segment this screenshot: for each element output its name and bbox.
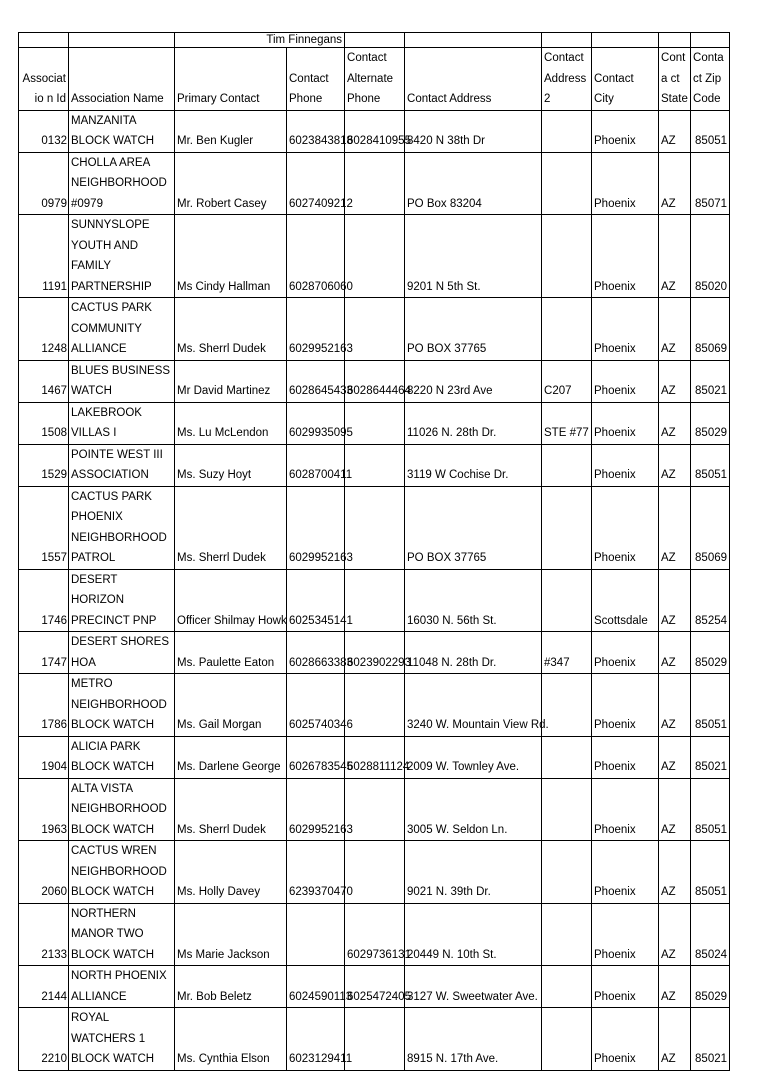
phone-cell: 6029952163: [287, 778, 345, 841]
city-cell: Phoenix: [592, 632, 659, 674]
phone-cell: 6028663383: [287, 632, 345, 674]
zip-cell: 85069: [691, 486, 730, 569]
zip-cell: 85029: [691, 632, 730, 674]
name-cell: DESERT SHORES HOA: [69, 632, 175, 674]
state-cell: AZ: [659, 736, 691, 778]
name-cell: ROYAL WATCHERS 1 BLOCK WATCH: [69, 1008, 175, 1071]
table-row: [19, 360, 730, 402]
address2-cell: [542, 569, 592, 632]
address2-cell: [542, 674, 592, 737]
city-cell: Phoenix: [592, 674, 659, 737]
zip-cell: 85021: [691, 1008, 730, 1071]
address2-cell: [542, 110, 592, 152]
phone-cell: 6239370470: [287, 841, 345, 904]
table-row: [19, 1008, 730, 1071]
address-cell: 11026 N. 28th Dr.: [405, 402, 542, 444]
phone-cell: 6029952163: [287, 486, 345, 569]
id-cell: 1747: [19, 632, 69, 674]
address2-cell: [542, 444, 592, 486]
state-cell: AZ: [659, 360, 691, 402]
table-row: [19, 402, 730, 444]
table-row: [19, 674, 730, 737]
state-cell: AZ: [659, 110, 691, 152]
contact-cell: Ms. Holly Davey: [175, 841, 287, 904]
table-row: [19, 778, 730, 841]
alt-phone-cell: 6028410955: [345, 110, 405, 152]
state-cell: AZ: [659, 298, 691, 361]
state-cell: AZ: [659, 486, 691, 569]
name-cell: MANZANITA BLOCK WATCH: [69, 110, 175, 152]
alt-phone-cell: [345, 569, 405, 632]
table-row: [19, 736, 730, 778]
alt-phone-cell: 6025472405: [345, 966, 405, 1008]
alt-phone-cell: [345, 402, 405, 444]
contact-cell: Ms. Sherrl Dudek: [175, 298, 287, 361]
city-cell: Phoenix: [592, 841, 659, 904]
alt-phone-cell: [345, 778, 405, 841]
header-contact-state: Conta ct State: [659, 48, 691, 111]
address2-cell: C207: [542, 360, 592, 402]
city-cell: Phoenix: [592, 110, 659, 152]
address-cell: PO Box 83204: [405, 152, 542, 215]
title-row: [19, 33, 730, 48]
city-cell: Phoenix: [592, 402, 659, 444]
phone-cell: 6028645433: [287, 360, 345, 402]
city-cell: Phoenix: [592, 778, 659, 841]
contact-cell: Ms. Paulette Eaton: [175, 632, 287, 674]
header-row: [19, 48, 730, 111]
address-cell: 3005 W. Seldon Ln.: [405, 778, 542, 841]
state-cell: AZ: [659, 632, 691, 674]
city-cell: Phoenix: [592, 486, 659, 569]
address2-cell: [542, 215, 592, 298]
address2-cell: [542, 152, 592, 215]
phone-cell: 6023843818: [287, 110, 345, 152]
id-cell: 2210: [19, 1008, 69, 1071]
address-cell: 3119 W Cochise Dr.: [405, 444, 542, 486]
name-cell: LAKEBROOK VILLAS I: [69, 402, 175, 444]
id-cell: 1191: [19, 215, 69, 298]
table-row: [19, 966, 730, 1008]
zip-cell: 85051: [691, 674, 730, 737]
table-row: [19, 903, 730, 966]
address-cell: 16030 N. 56th St.: [405, 569, 542, 632]
id-cell: 2060: [19, 841, 69, 904]
address-cell: 9021 N. 39th Dr.: [405, 841, 542, 904]
table-row: [19, 298, 730, 361]
id-cell: 1248: [19, 298, 69, 361]
name-cell: POINTE WEST III ASSOCIATION: [69, 444, 175, 486]
alt-phone-cell: [345, 486, 405, 569]
state-cell: AZ: [659, 1008, 691, 1071]
zip-cell: 85051: [691, 110, 730, 152]
table-row: [19, 444, 730, 486]
alt-phone-cell: 6028644464: [345, 360, 405, 402]
header-contact-address: Contact Address: [405, 48, 542, 111]
phone-cell: 6023129411: [287, 1008, 345, 1071]
city-cell: Phoenix: [592, 360, 659, 402]
address2-cell: STE #77: [542, 402, 592, 444]
id-cell: 1746: [19, 569, 69, 632]
zip-cell: 85071: [691, 152, 730, 215]
header-contact-city: Contact City: [592, 48, 659, 111]
name-cell: NORTHERN MANOR TWO BLOCK WATCH: [69, 903, 175, 966]
city-cell: Phoenix: [592, 966, 659, 1008]
contact-cell: Ms. Lu McLendon: [175, 402, 287, 444]
contact-cell: Ms. Darlene George: [175, 736, 287, 778]
phone-cell: 6029952163: [287, 298, 345, 361]
address-cell: 20449 N. 10th St.: [405, 903, 542, 966]
contact-cell: Mr. Ben Kugler: [175, 110, 287, 152]
city-cell: Phoenix: [592, 1008, 659, 1071]
state-cell: AZ: [659, 674, 691, 737]
id-cell: 1467: [19, 360, 69, 402]
state-cell: AZ: [659, 152, 691, 215]
header-contact-phone: Contact Phone: [287, 48, 345, 111]
header-association-id: Associatio n Id: [19, 48, 69, 111]
name-cell: CACTUS PARK PHOENIX NEIGHBORHOOD PATROL: [69, 486, 175, 569]
name-cell: DESERT HORIZON PRECINCT PNP: [69, 569, 175, 632]
city-cell: Phoenix: [592, 736, 659, 778]
alt-phone-cell: [345, 152, 405, 215]
address2-cell: [542, 841, 592, 904]
zip-cell: 85021: [691, 736, 730, 778]
id-cell: 0132: [19, 110, 69, 152]
address-cell: 11048 N. 28th Dr.: [405, 632, 542, 674]
name-cell: NORTH PHOENIX ALLIANCE: [69, 966, 175, 1008]
state-cell: AZ: [659, 402, 691, 444]
city-cell: Phoenix: [592, 215, 659, 298]
zip-cell: 85024: [691, 903, 730, 966]
id-cell: 1529: [19, 444, 69, 486]
zip-cell: 85051: [691, 841, 730, 904]
contact-cell: Officer Shilmay Howk: [175, 569, 287, 632]
city-cell: Phoenix: [592, 444, 659, 486]
address2-cell: [542, 486, 592, 569]
alt-phone-cell: [345, 444, 405, 486]
phone-cell: 6027409212: [287, 152, 345, 215]
state-cell: AZ: [659, 841, 691, 904]
table-row: [19, 486, 730, 569]
contact-cell: Ms Cindy Hallman: [175, 215, 287, 298]
city-cell: Phoenix: [592, 298, 659, 361]
address2-cell: [542, 903, 592, 966]
alt-phone-cell: 6029736131: [345, 903, 405, 966]
phone-cell: 6026783545: [287, 736, 345, 778]
state-cell: AZ: [659, 903, 691, 966]
contact-cell: Ms. Gail Morgan: [175, 674, 287, 737]
zip-cell: 85029: [691, 966, 730, 1008]
table-row: [19, 632, 730, 674]
contact-cell: Mr. Robert Casey: [175, 152, 287, 215]
city-cell: Phoenix: [592, 152, 659, 215]
name-cell: CACTUS WREN NEIGHBORHOOD BLOCK WATCH: [69, 841, 175, 904]
name-cell: CACTUS PARK COMMUNITY ALLIANCE: [69, 298, 175, 361]
contact-cell: Mr David Martinez: [175, 360, 287, 402]
address2-cell: [542, 1008, 592, 1071]
name-cell: BLUES BUSINESS WATCH: [69, 360, 175, 402]
address2-cell: [542, 298, 592, 361]
address2-cell: [542, 736, 592, 778]
table-row: [19, 841, 730, 904]
alt-phone-cell: 6028811124: [345, 736, 405, 778]
city-cell: Phoenix: [592, 903, 659, 966]
alt-phone-cell: [345, 215, 405, 298]
table-row: [19, 110, 730, 152]
zip-cell: 85029: [691, 402, 730, 444]
name-cell: METRO NEIGHBORHOOD BLOCK WATCH: [69, 674, 175, 737]
name-cell: SUNNYSLOPE YOUTH AND FAMILY PARTNERSHIP: [69, 215, 175, 298]
phone-cell: 6029935095: [287, 402, 345, 444]
address-cell: 8915 N. 17th Ave.: [405, 1008, 542, 1071]
alt-phone-cell: [345, 1008, 405, 1071]
address-cell: 9201 N 5th St.: [405, 215, 542, 298]
state-cell: AZ: [659, 569, 691, 632]
alt-phone-cell: [345, 674, 405, 737]
id-cell: 1508: [19, 402, 69, 444]
zip-cell: 85254: [691, 569, 730, 632]
contact-cell: Ms. Sherrl Dudek: [175, 486, 287, 569]
contact-cell: Ms. Suzy Hoyt: [175, 444, 287, 486]
state-cell: AZ: [659, 215, 691, 298]
phone-cell: 6028700411: [287, 444, 345, 486]
address-cell: 3127 W. Sweetwater Ave.: [405, 966, 542, 1008]
header-contact-address-2: Contact Address 2: [542, 48, 592, 111]
phone-cell: 6025345141: [287, 569, 345, 632]
state-cell: AZ: [659, 966, 691, 1008]
name-cell: ALTA VISTA NEIGHBORHOOD BLOCK WATCH: [69, 778, 175, 841]
contact-cell: Ms Marie Jackson: [175, 903, 287, 966]
association-contact-table: [18, 32, 730, 1071]
zip-cell: 85021: [691, 360, 730, 402]
phone-cell: 6024590113: [287, 966, 345, 1008]
address-cell: 2009 W. Townley Ave.: [405, 736, 542, 778]
zip-cell: 85051: [691, 444, 730, 486]
table-row: [19, 152, 730, 215]
name-cell: CHOLLA AREA NEIGHBORHOOD #0979: [69, 152, 175, 215]
id-cell: 2133: [19, 903, 69, 966]
name-cell: ALICIA PARK BLOCK WATCH: [69, 736, 175, 778]
phone-cell: [287, 903, 345, 966]
sheet-title: Tim Finnegans: [175, 33, 345, 48]
phone-cell: 6028706060: [287, 215, 345, 298]
alt-phone-cell: 6023902293: [345, 632, 405, 674]
zip-cell: 85051: [691, 778, 730, 841]
phone-cell: 6025740346: [287, 674, 345, 737]
address-cell: PO BOX 37765: [405, 486, 542, 569]
alt-phone-cell: [345, 841, 405, 904]
state-cell: AZ: [659, 778, 691, 841]
table-row: [19, 215, 730, 298]
address2-cell: #347: [542, 632, 592, 674]
address-cell: 8420 N 38th Dr: [405, 110, 542, 152]
zip-cell: 85020: [691, 215, 730, 298]
header-association-name: Association Name: [69, 48, 175, 111]
city-cell: Scottsdale: [592, 569, 659, 632]
contact-cell: Ms. Cynthia Elson: [175, 1008, 287, 1071]
address2-cell: [542, 778, 592, 841]
table-row: [19, 569, 730, 632]
id-cell: 1963: [19, 778, 69, 841]
address-cell: PO BOX 37765: [405, 298, 542, 361]
zip-cell: 85069: [691, 298, 730, 361]
address-cell: 8220 N 23rd Ave: [405, 360, 542, 402]
id-cell: 2144: [19, 966, 69, 1008]
id-cell: 0979: [19, 152, 69, 215]
contact-cell: Mr. Bob Beletz: [175, 966, 287, 1008]
header-primary-contact: Primary Contact: [175, 48, 287, 111]
header-contact-alternate-phone: Contact Alternate Phone: [345, 48, 405, 111]
alt-phone-cell: [345, 298, 405, 361]
address-cell: 3240 W. Mountain View Rd.: [405, 674, 542, 737]
contact-cell: Ms. Sherrl Dudek: [175, 778, 287, 841]
address2-cell: [542, 966, 592, 1008]
id-cell: 1904: [19, 736, 69, 778]
state-cell: AZ: [659, 444, 691, 486]
id-cell: 1557: [19, 486, 69, 569]
header-contact-zip: Contact Zip Code: [691, 48, 730, 111]
id-cell: 1786: [19, 674, 69, 737]
